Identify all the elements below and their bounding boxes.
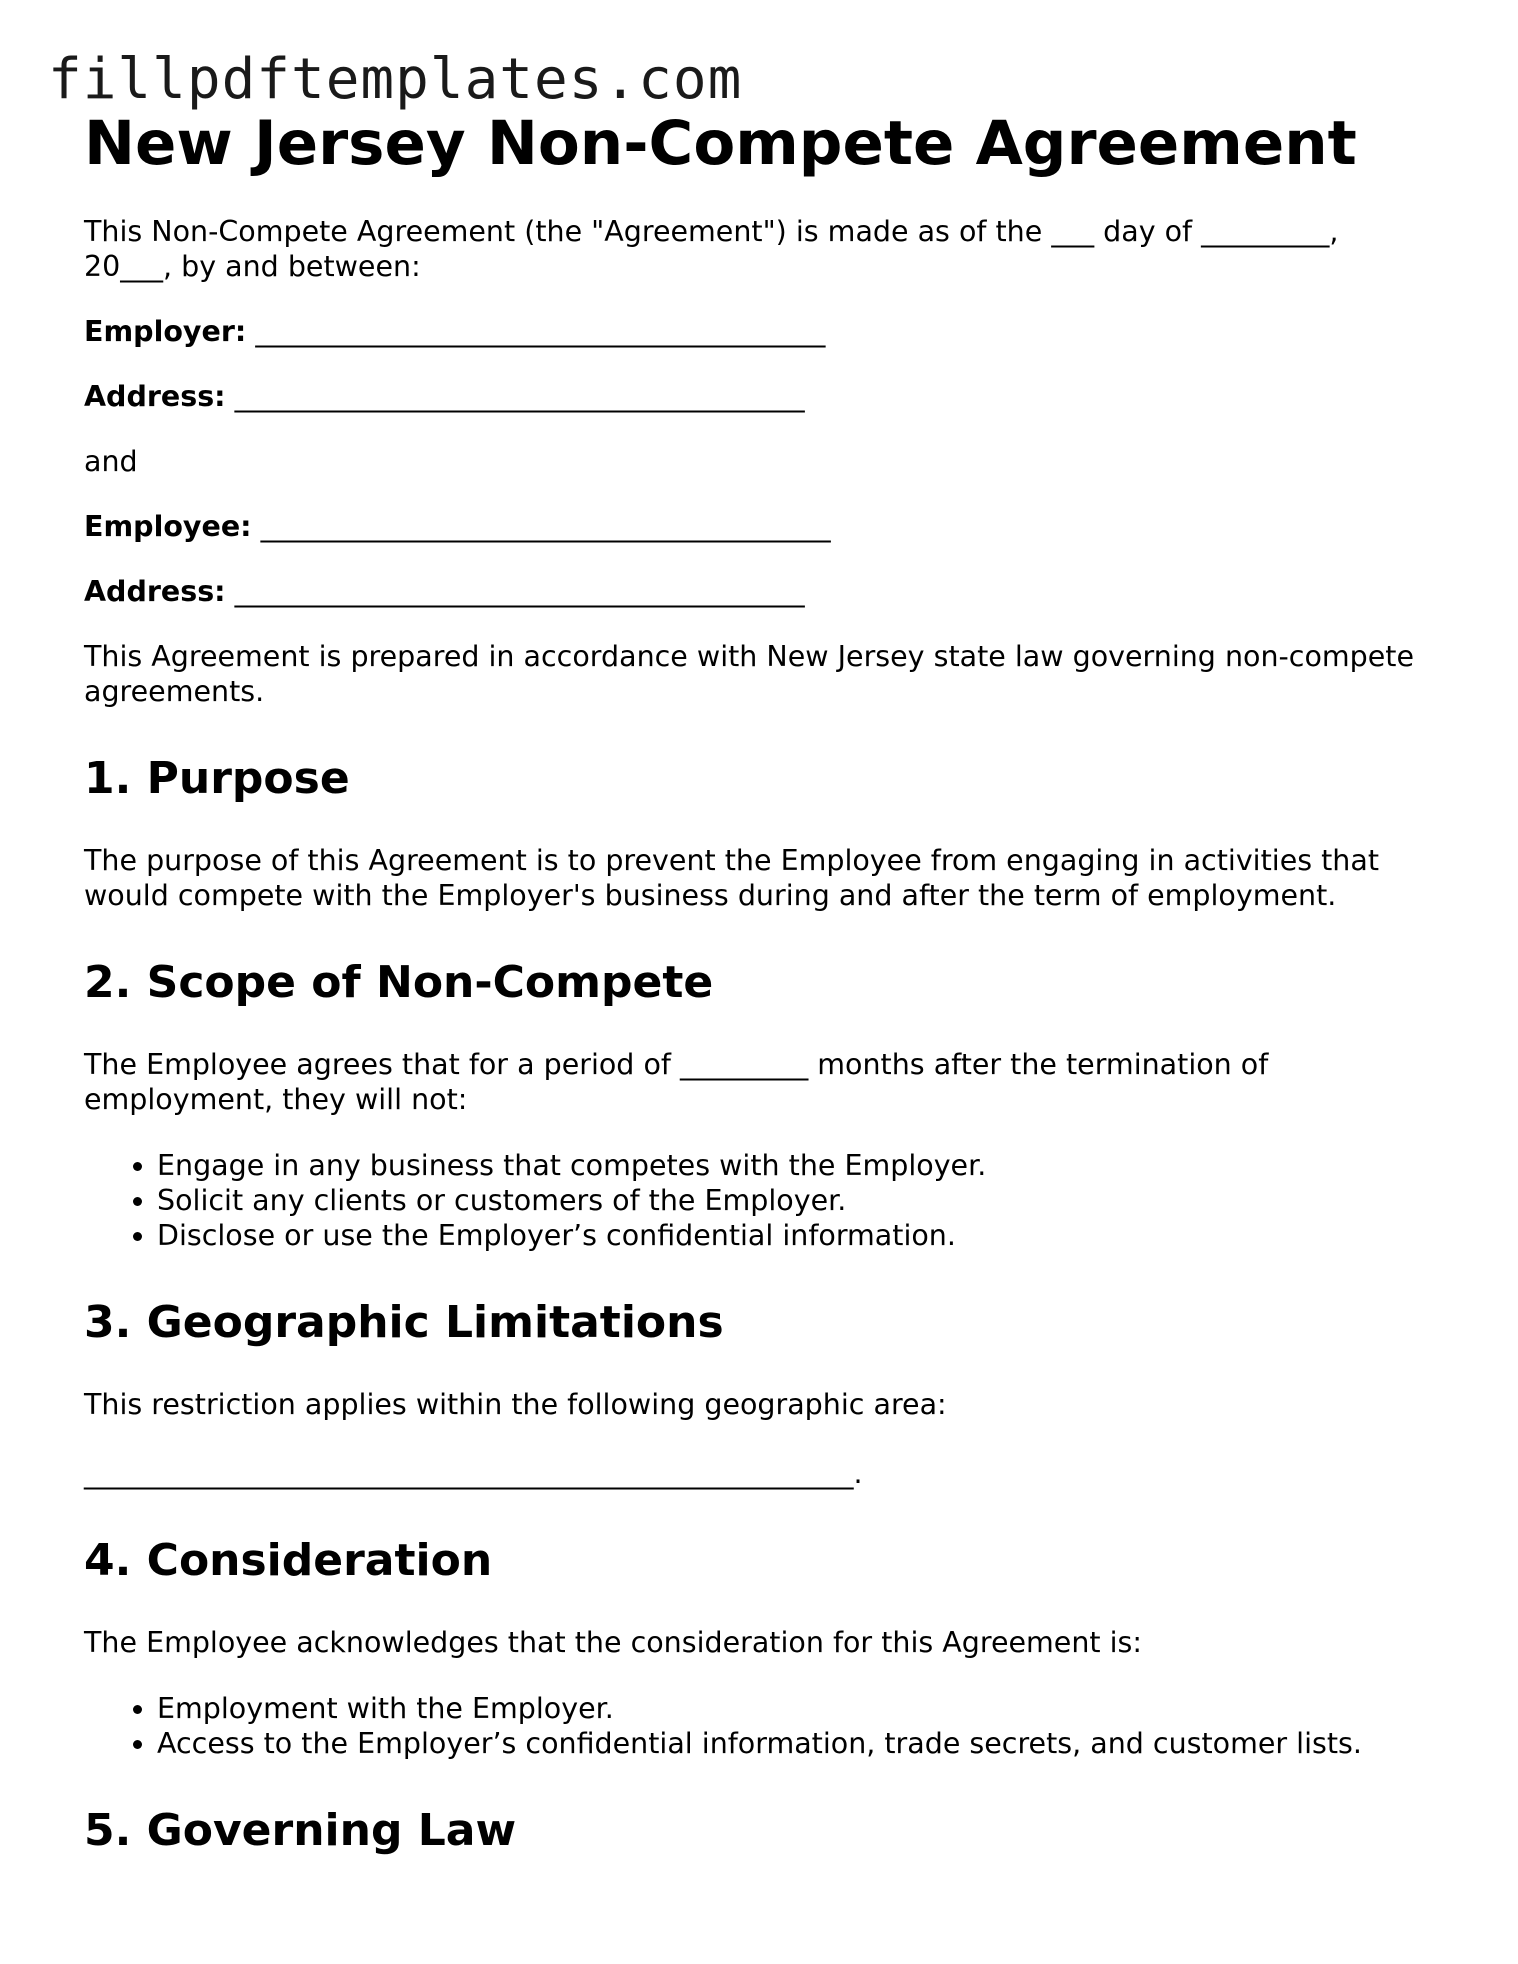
- list-item: • Disclose or use the Employer’s confidential information.: [157, 1218, 1444, 1253]
- section-text: The Employee agrees that for a period of _________ months after the termination of employment, they will not:: [84, 1048, 1269, 1116]
- geographic-area-blank[interactable]: ______________________________________________________.: [84, 1457, 863, 1490]
- document-body: [84, 108, 1444, 1857]
- document-title: New Jersey Non-Compete Agreement: [84, 108, 1357, 179]
- employee-label: Employee:: [84, 510, 252, 543]
- employee-blank[interactable]: ________________________________________: [260, 510, 831, 543]
- section-heading: 1. Purpose: [84, 753, 350, 804]
- watermark-text: fillpdftemplates.com: [48, 47, 743, 112]
- section-purpose: [84, 753, 1444, 913]
- employee-address-blank[interactable]: ________________________________________: [234, 575, 805, 608]
- restrictions-list: [84, 1148, 1444, 1253]
- employer-address-label: Address:: [84, 380, 226, 413]
- section-heading: 3. Geographic Limitations: [84, 1297, 724, 1348]
- employer-label: Employer:: [84, 315, 247, 348]
- list-item: • Employment with the Employer.: [157, 1691, 1444, 1726]
- employee-field: [84, 509, 1444, 544]
- section-text: The purpose of this Agreement is to prevent the Employee from engaging in activities that would compete with the Employer's business during and after the term of employment.: [84, 844, 1380, 912]
- section-governing-law: [84, 1805, 1444, 1857]
- list-item: • Access to the Employer’s confidential information, trade secrets, and customer lists.: [157, 1726, 1444, 1761]
- section-consideration: [84, 1535, 1444, 1761]
- section-scope: [84, 957, 1444, 1253]
- employer-field: [84, 314, 1444, 349]
- consideration-list: [84, 1691, 1444, 1761]
- section-geographic: [84, 1297, 1444, 1491]
- law-note-paragraph: This Agreement is prepared in accordance with New Jersey state law governing non-compete agreements.: [84, 640, 1414, 708]
- employer-blank[interactable]: ________________________________________: [255, 315, 826, 348]
- intro-paragraph: This Non-Compete Agreement (the "Agreement") is made as of the ___ day of _________, 20___, by and between:: [84, 215, 1339, 283]
- employee-address-label: Address:: [84, 575, 226, 608]
- list-item: • Engage in any business that competes with the Employer.: [157, 1148, 1444, 1183]
- employer-address-blank[interactable]: ________________________________________: [234, 380, 805, 413]
- section-text: This restriction applies within the following geographic area:: [84, 1388, 947, 1421]
- section-heading: 5. Governing Law: [84, 1805, 517, 1856]
- and-text: and: [84, 445, 138, 478]
- section-text: The Employee acknowledges that the consideration for this Agreement is:: [84, 1626, 1142, 1659]
- section-heading: 4. Consideration: [84, 1535, 493, 1586]
- list-item: • Solicit any clients or customers of the Employer.: [157, 1183, 1444, 1218]
- employer-address-field: [84, 379, 1444, 414]
- section-heading: 2. Scope of Non-Compete: [84, 957, 714, 1008]
- employee-address-field: [84, 574, 1444, 609]
